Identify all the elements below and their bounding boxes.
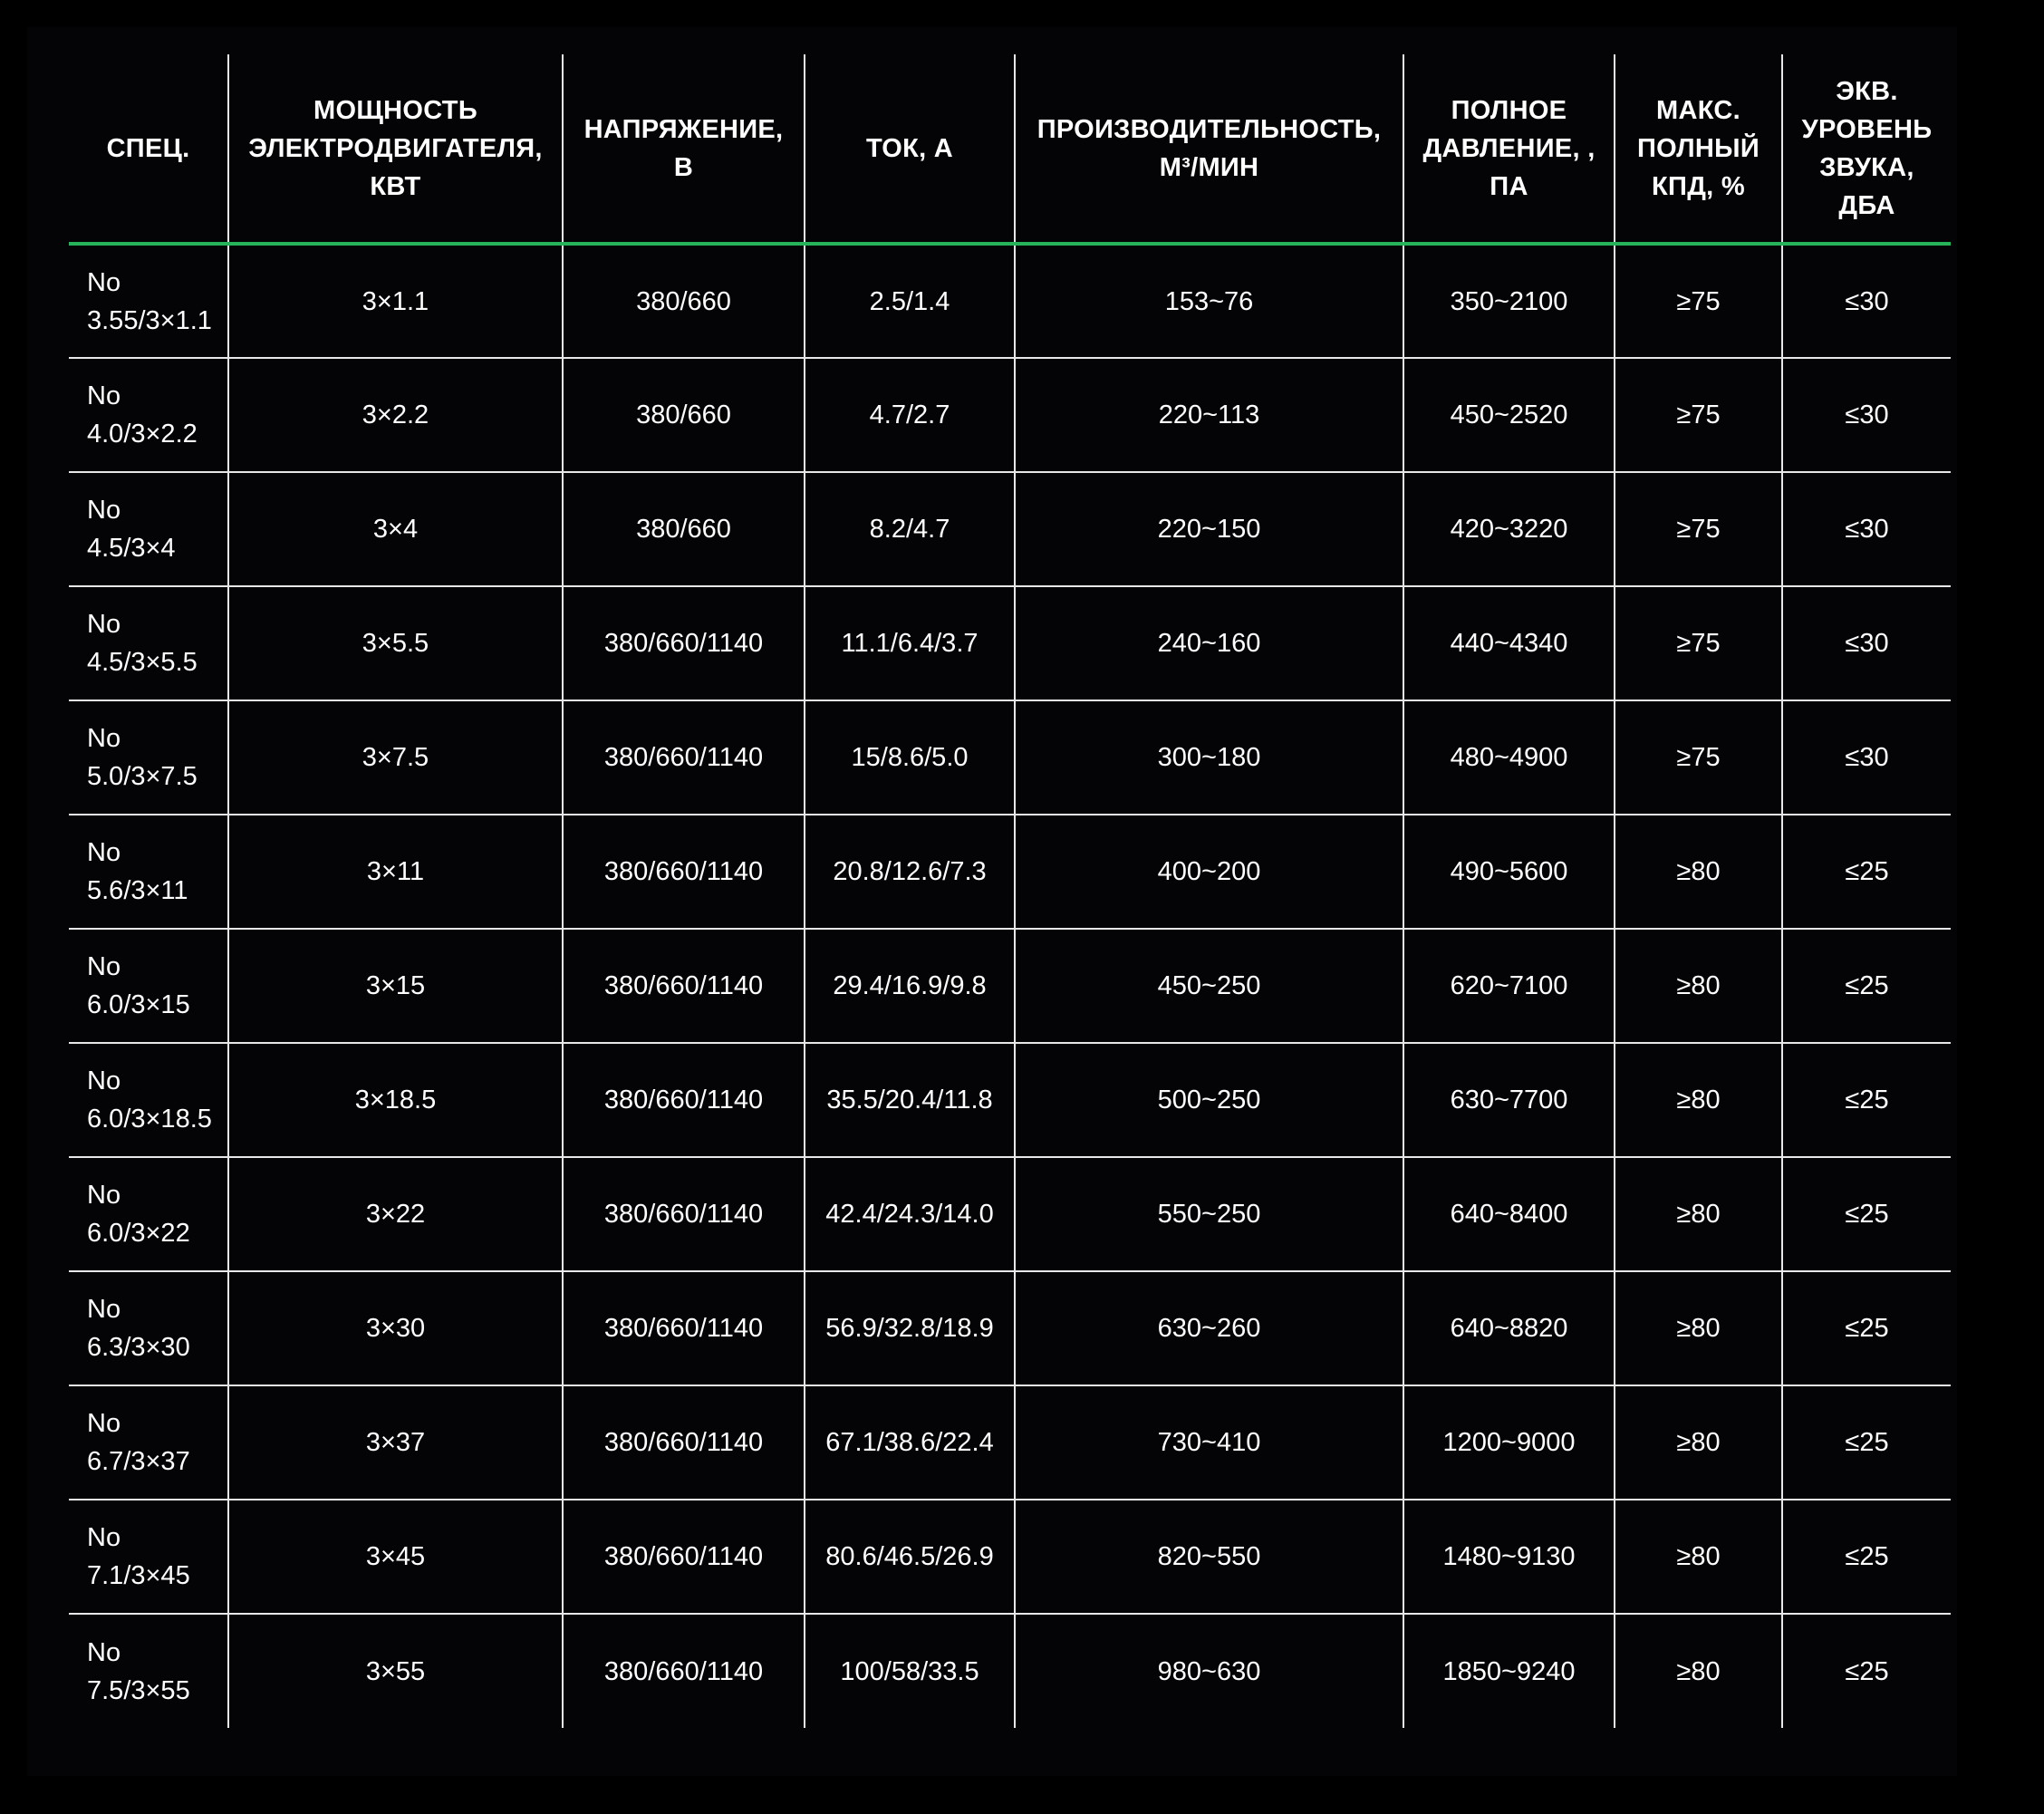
cell-sound-level: ≤30 [1782, 244, 1951, 358]
cell-sound-level: ≤25 [1782, 1043, 1951, 1157]
cell-total-pressure: 450~2520 [1403, 358, 1615, 472]
cell-total-pressure: 490~5600 [1403, 815, 1615, 929]
cell-total-pressure: 420~3220 [1403, 472, 1615, 586]
cell-max-efficiency: ≥80 [1615, 1385, 1782, 1500]
cell-motor-power: 3×1.1 [228, 244, 563, 358]
cell-capacity: 153~76 [1015, 244, 1403, 358]
cell-motor-power: 3×45 [228, 1500, 563, 1614]
cell-motor-power: 3×2.2 [228, 358, 563, 472]
cell-voltage: 380/660/1140 [563, 815, 805, 929]
cell-motor-power: 3×37 [228, 1385, 563, 1500]
cell-max-efficiency: ≥80 [1615, 929, 1782, 1043]
cell-current: 2.5/1.4 [805, 244, 1015, 358]
cell-current: 42.4/24.3/14.0 [805, 1157, 1015, 1271]
cell-capacity: 550~250 [1015, 1157, 1403, 1271]
cell-total-pressure: 630~7700 [1403, 1043, 1615, 1157]
cell-capacity: 240~160 [1015, 586, 1403, 700]
cell-current: 100/58/33.5 [805, 1614, 1015, 1728]
table-row [69, 1500, 1951, 1614]
cell-total-pressure: 440~4340 [1403, 586, 1615, 700]
cell-sound-level: ≤25 [1782, 1500, 1951, 1614]
cell-motor-power: 3×18.5 [228, 1043, 563, 1157]
cell-sound-level: ≤25 [1782, 815, 1951, 929]
cell-total-pressure: 1200~9000 [1403, 1385, 1615, 1500]
cell-capacity: 980~630 [1015, 1614, 1403, 1728]
cell-current: 67.1/38.6/22.4 [805, 1385, 1015, 1500]
cell-total-pressure: 1850~9240 [1403, 1614, 1615, 1728]
cell-current: 15/8.6/5.0 [805, 700, 1015, 815]
header-current: ТОК, А [805, 54, 1015, 244]
cell-spec: No 3.55/3×1.1 [69, 244, 228, 358]
table-row [69, 1271, 1951, 1385]
cell-total-pressure: 1480~9130 [1403, 1500, 1615, 1614]
cell-voltage: 380/660/1140 [563, 1157, 805, 1271]
cell-capacity: 220~113 [1015, 358, 1403, 472]
table-row [69, 1157, 1951, 1271]
cell-capacity: 630~260 [1015, 1271, 1403, 1385]
cell-sound-level: ≤30 [1782, 586, 1951, 700]
cell-spec: No 4.0/3×2.2 [69, 358, 228, 472]
cell-current: 35.5/20.4/11.8 [805, 1043, 1015, 1157]
cell-spec: No 4.5/3×4 [69, 472, 228, 586]
cell-voltage: 380/660/1140 [563, 1500, 805, 1614]
table-row [69, 358, 1951, 472]
cell-capacity: 450~250 [1015, 929, 1403, 1043]
cell-max-efficiency: ≥80 [1615, 1271, 1782, 1385]
cell-motor-power: 3×11 [228, 815, 563, 929]
cell-sound-level: ≤25 [1782, 1271, 1951, 1385]
cell-sound-level: ≤25 [1782, 1385, 1951, 1500]
header-max-efficiency: МАКС. ПОЛНЫЙ КПД, % [1615, 54, 1782, 244]
cell-voltage: 380/660/1140 [563, 1385, 805, 1500]
table-body [69, 244, 1951, 1728]
cell-sound-level: ≤25 [1782, 929, 1951, 1043]
spec-table [69, 54, 1951, 1728]
cell-max-efficiency: ≥75 [1615, 586, 1782, 700]
cell-sound-level: ≤25 [1782, 1614, 1951, 1728]
cell-motor-power: 3×15 [228, 929, 563, 1043]
header-total-pressure: ПОЛНОЕ ДАВЛЕНИЕ, , ПА [1403, 54, 1615, 244]
cell-current: 11.1/6.4/3.7 [805, 586, 1015, 700]
cell-max-efficiency: ≥75 [1615, 472, 1782, 586]
header-capacity: ПРОИЗВОДИТЕЛЬНОСТЬ, М³/МИН [1015, 54, 1403, 244]
header-sound-level: ЭКВ. УРОВЕНЬ ЗВУКА, ДБА [1782, 54, 1951, 244]
cell-max-efficiency: ≥75 [1615, 358, 1782, 472]
table-row [69, 1385, 1951, 1500]
cell-current: 29.4/16.9/9.8 [805, 929, 1015, 1043]
cell-total-pressure: 640~8820 [1403, 1271, 1615, 1385]
cell-voltage: 380/660 [563, 472, 805, 586]
header-row [69, 54, 1951, 244]
cell-capacity: 730~410 [1015, 1385, 1403, 1500]
header-motor-power: МОЩНОСТЬ ЭЛЕКТРОДВИГАТЕЛЯ, КВТ [228, 54, 563, 244]
cell-motor-power: 3×5.5 [228, 586, 563, 700]
cell-voltage: 380/660/1140 [563, 929, 805, 1043]
cell-voltage: 380/660/1140 [563, 586, 805, 700]
table-row [69, 815, 1951, 929]
cell-sound-level: ≤30 [1782, 472, 1951, 586]
cell-capacity: 400~200 [1015, 815, 1403, 929]
cell-voltage: 380/660/1140 [563, 700, 805, 815]
table-row [69, 472, 1951, 586]
cell-total-pressure: 640~8400 [1403, 1157, 1615, 1271]
cell-motor-power: 3×55 [228, 1614, 563, 1728]
table-row [69, 700, 1951, 815]
cell-max-efficiency: ≥75 [1615, 700, 1782, 815]
cell-max-efficiency: ≥80 [1615, 1500, 1782, 1614]
cell-current: 56.9/32.8/18.9 [805, 1271, 1015, 1385]
cell-max-efficiency: ≥80 [1615, 1043, 1782, 1157]
cell-voltage: 380/660 [563, 244, 805, 358]
cell-capacity: 500~250 [1015, 1043, 1403, 1157]
cell-spec: No 6.0/3×18.5 [69, 1043, 228, 1157]
cell-motor-power: 3×4 [228, 472, 563, 586]
cell-capacity: 220~150 [1015, 472, 1403, 586]
cell-spec: No 4.5/3×5.5 [69, 586, 228, 700]
cell-capacity: 820~550 [1015, 1500, 1403, 1614]
cell-voltage: 380/660 [563, 358, 805, 472]
cell-spec: No 6.0/3×15 [69, 929, 228, 1043]
cell-current: 4.7/2.7 [805, 358, 1015, 472]
cell-total-pressure: 350~2100 [1403, 244, 1615, 358]
cell-sound-level: ≤30 [1782, 358, 1951, 472]
cell-voltage: 380/660/1140 [563, 1614, 805, 1728]
cell-total-pressure: 620~7100 [1403, 929, 1615, 1043]
cell-current: 20.8/12.6/7.3 [805, 815, 1015, 929]
table-row [69, 244, 1951, 358]
cell-current: 80.6/46.5/26.9 [805, 1500, 1015, 1614]
cell-max-efficiency: ≥75 [1615, 244, 1782, 358]
cell-spec: No 7.1/3×45 [69, 1500, 228, 1614]
table-row [69, 929, 1951, 1043]
cell-spec: No 6.7/3×37 [69, 1385, 228, 1500]
cell-voltage: 380/660/1140 [563, 1271, 805, 1385]
cell-motor-power: 3×7.5 [228, 700, 563, 815]
table-row [69, 1614, 1951, 1728]
cell-voltage: 380/660/1140 [563, 1043, 805, 1157]
cell-current: 8.2/4.7 [805, 472, 1015, 586]
cell-max-efficiency: ≥80 [1615, 1157, 1782, 1271]
table-row [69, 1043, 1951, 1157]
cell-motor-power: 3×30 [228, 1271, 563, 1385]
header-spec: СПЕЦ. [69, 54, 228, 244]
cell-spec: No 5.6/3×11 [69, 815, 228, 929]
cell-max-efficiency: ≥80 [1615, 815, 1782, 929]
cell-sound-level: ≤30 [1782, 700, 1951, 815]
cell-total-pressure: 480~4900 [1403, 700, 1615, 815]
cell-motor-power: 3×22 [228, 1157, 563, 1271]
cell-spec: No 6.0/3×22 [69, 1157, 228, 1271]
cell-spec: No 6.3/3×30 [69, 1271, 228, 1385]
cell-capacity: 300~180 [1015, 700, 1403, 815]
cell-max-efficiency: ≥80 [1615, 1614, 1782, 1728]
table-row [69, 586, 1951, 700]
cell-spec: No 5.0/3×7.5 [69, 700, 228, 815]
cell-sound-level: ≤25 [1782, 1157, 1951, 1271]
cell-spec: No 7.5/3×55 [87, 1637, 190, 1705]
header-voltage: НАПРЯЖЕНИЕ, В [563, 54, 805, 244]
